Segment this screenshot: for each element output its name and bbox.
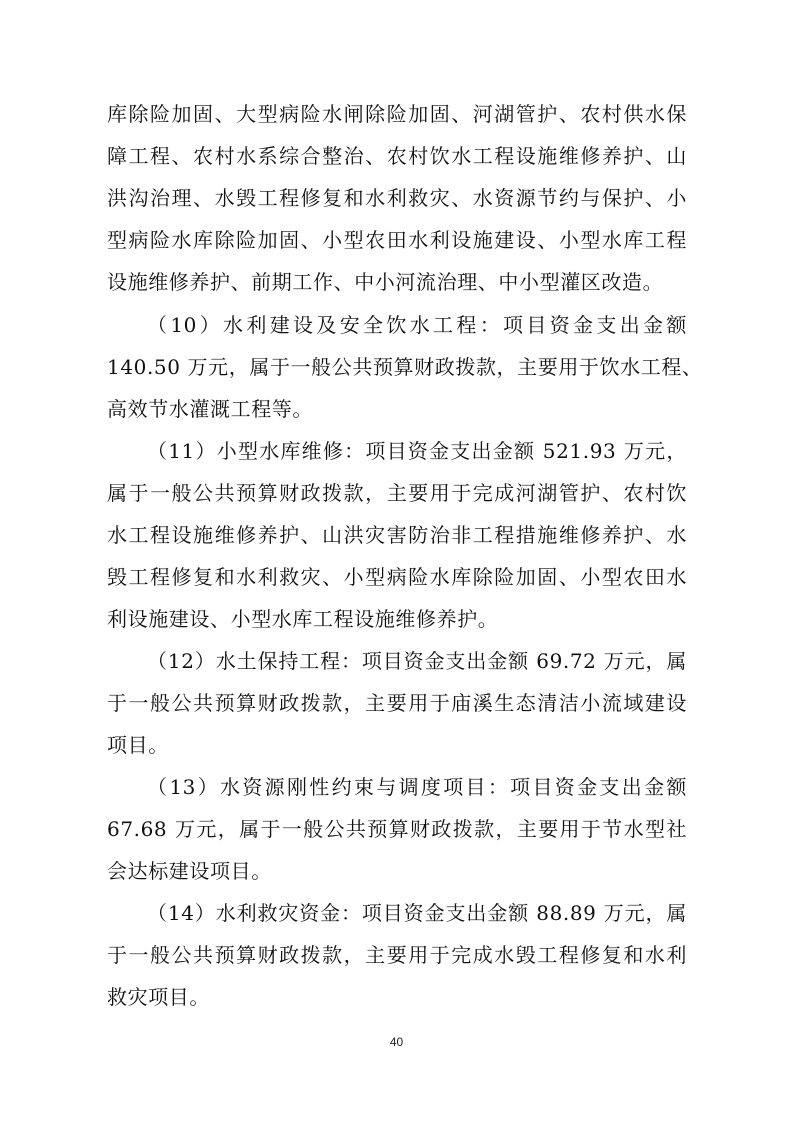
paragraph-item-10-line: 高效节水灌溉工程等。	[107, 397, 313, 421]
paragraph-item-11-line: 毁工程修复和水利救灾、小型病险水库除险加固、小型农田水	[107, 565, 687, 589]
paragraph-item-10-line: 140.50 万元，属于一般公共预算财政拨款，主要用于饮水工程、	[107, 355, 703, 379]
paragraph-item-14-line: 救灾项目。	[107, 985, 210, 1009]
paragraph-item-11-line: 属于一般公共预算财政拨款，主要用于完成河湖管护、农村饮	[107, 481, 687, 505]
paragraph-item-13-line: 会达标建设项目。	[107, 859, 272, 883]
paragraph-item-13-line: （13）水资源刚性约束与调度项目：项目资金支出金额	[147, 775, 687, 799]
paragraph-item-10-line: （10）水利建设及安全饮水工程：项目资金支出金额	[147, 313, 687, 337]
paragraph-item-12-line: 于一般公共预算财政拨款，主要用于庙溪生态清洁小流域建设	[107, 691, 687, 715]
text-line: 型病险水库除险加固、小型农田水利设施建设、小型水库工程	[107, 228, 687, 252]
paragraph-item-12-line: （12）水土保持工程：项目资金支出金额 69.72 万元，属	[147, 649, 687, 673]
text-line: 库除险加固、大型病险水闸除险加固、河湖管护、农村供水保	[107, 102, 687, 126]
text-line: 设施维修养护、前期工作、中小河流治理、中小型灌区改造。	[107, 270, 664, 294]
paragraph-item-11-line: 利设施建设、小型水库工程设施维修养护。	[107, 607, 499, 631]
paragraph-item-14-line: 于一般公共预算财政拨款，主要用于完成水毁工程修复和水利	[107, 943, 687, 967]
paragraph-item-11-line: （11）小型水库维修：项目资金支出金额 521.93 万元，	[147, 439, 687, 463]
paragraph-item-13-line: 67.68 万元，属于一般公共预算财政拨款，主要用于节水型社	[107, 817, 687, 841]
paragraph-item-12-line: 项目。	[107, 733, 169, 757]
page-number: 40	[389, 1035, 404, 1049]
text-line: 洪沟治理、水毁工程修复和水利救灾、水资源节约与保护、小	[107, 186, 687, 210]
paragraph-item-14-line: （14）水利救灾资金：项目资金支出金额 88.89 万元，属	[147, 901, 687, 925]
paragraph-item-11-line: 水工程设施维修养护、山洪灾害防治非工程措施维修养护、水	[107, 523, 687, 547]
text-line: 障工程、农村水系综合整治、农村饮水工程设施维修养护、山	[107, 144, 687, 168]
